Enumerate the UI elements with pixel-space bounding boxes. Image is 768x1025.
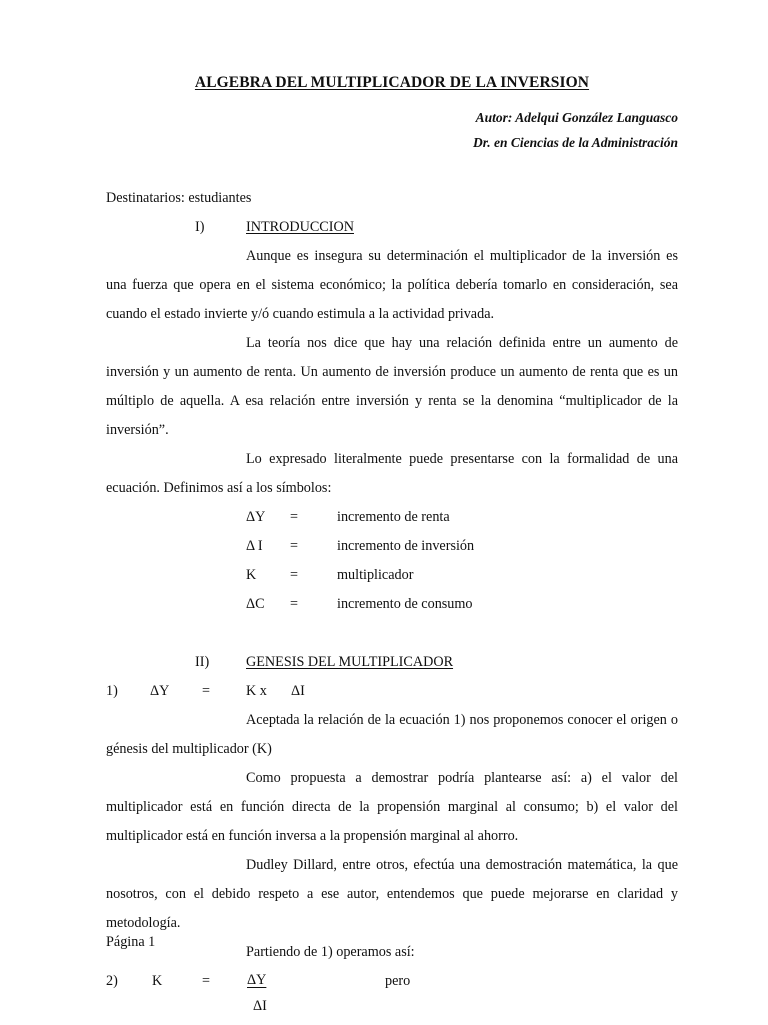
spacer (106, 619, 678, 648)
symbol-description: incremento de consumo (337, 596, 473, 612)
section-title-genesis: GENESIS DEL MULTIPLICADOR (246, 654, 454, 670)
symbol-name: ΔC (246, 596, 265, 612)
section-heading-intro (106, 213, 678, 242)
equation-1-rhs-term: ΔI (291, 683, 305, 699)
equation-1-rhs-factor: K x (246, 683, 267, 699)
section-title-intro: INTRODUCCION (246, 219, 354, 235)
paragraph-genesis-1: Aceptada la relación de la ecuación 1) nos proponemos conocer el origen o génesis del multiplicador (K) (106, 712, 678, 757)
paragraph-genesis-2: Como propuesta a demostrar podría plantearse así: a) el valor del multiplicador está en función directa de la propensión marginal al consumo; b) el valor del multiplicador está en función inversa a la propensión marginal al ahorro. (106, 770, 678, 844)
equation-2-fraction (247, 967, 267, 1019)
symbol-row (106, 532, 678, 561)
symbol-equals: = (290, 567, 299, 583)
author-credential: Dr. en Ciencias de la Administración (472, 135, 678, 150)
equation-2 (106, 967, 678, 1025)
equation-2-equals: = (202, 973, 211, 989)
equation-1-lhs: ΔY (150, 683, 170, 699)
document-body (106, 0, 678, 1025)
section-number-genesis: II) (195, 654, 210, 670)
symbol-row (106, 590, 678, 619)
page-title (106, 0, 678, 93)
equation-1-equals: = (202, 683, 211, 699)
audience-line: Destinatarios: estudiantes (106, 190, 252, 206)
symbol-name: Δ I (246, 538, 263, 554)
equation-2-number: 2) (106, 973, 118, 989)
spacer (106, 155, 678, 184)
equation-2-note: pero (385, 973, 411, 989)
section-heading-genesis (106, 648, 678, 677)
symbol-equals: = (290, 538, 299, 554)
equation-2-lhs: K (152, 973, 163, 989)
paragraph-genesis-4: Partiendo de 1) operamos así: (246, 944, 415, 960)
equation-2-denominator: ΔI (253, 998, 267, 1014)
author-block (106, 105, 678, 155)
symbol-name: K (246, 567, 257, 583)
equation-1 (106, 677, 678, 706)
paragraph-genesis-3: Dudley Dillard, entre otros, efectúa una demostración matemática, la que nosotros, con el debido respeto a ese autor, entendemos que puede mejorarse en claridad y metodología. (106, 857, 678, 931)
symbol-row (106, 561, 678, 590)
paragraph-intro-1: Aunque es insegura su determinación el multiplicador de la inversión es una fuerza que opera en el sistema económico; la política debería tomarlo en consideración, sea cuando el estado invierte y/ó cuando estimula a la actividad privada. (106, 248, 678, 322)
author-name: Autor: Adelqui González Languasco (475, 110, 678, 125)
symbol-row (106, 503, 678, 532)
page-footer: Página 1 (106, 934, 156, 950)
symbol-description: incremento de inversión (337, 538, 475, 554)
symbol-description: incremento de renta (337, 509, 450, 525)
section-number-intro: I) (195, 219, 205, 235)
symbol-equals: = (290, 509, 299, 525)
paragraph-intro-3: Lo expresado literalmente puede presentarse con la formalidad de una ecuación. Definimos así a los símbolos: (106, 451, 678, 496)
symbol-name: ΔY (246, 509, 266, 525)
symbol-equals: = (290, 596, 299, 612)
page-title-text: ALGEBRA DEL MULTIPLICADOR DE LA INVERSION (194, 74, 590, 91)
symbol-description: multiplicador (337, 567, 414, 583)
equation-2-numerator: ΔY (247, 972, 267, 988)
equation-1-number: 1) (106, 683, 118, 699)
paragraph-intro-2: La teoría nos dice que hay una relación definida entre un aumento de inversión y un aumento de renta. Un aumento de inversión produce un aumento de renta que es un múltiplo de aquella. A esa relación entre inversión y renta se la denomina “multiplicador de la inversión”. (106, 335, 678, 438)
